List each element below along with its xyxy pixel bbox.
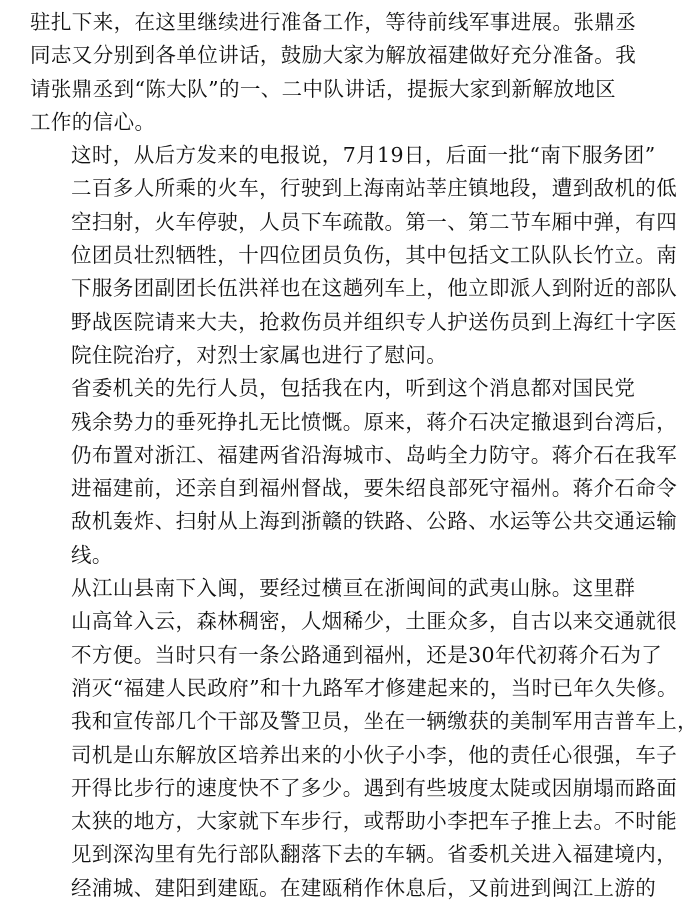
paragraph <box>30 6 637 139</box>
text-line: 位团员壮烈牺牲，十四位团员负伤，其中包括文工队队长竹立。南 <box>71 243 678 268</box>
text-line: 残余势力的垂死挣扎无比愤慨。原来，蒋介石决定撤退到台湾后， <box>71 409 678 434</box>
text-line: 仍布置对浙江、福建两省沿海城市、岛屿全力防守。蒋介石在我军 <box>71 442 678 467</box>
text-line: 下服务团副团长伍洪祥也在这趟列车上，他立即派人到附近的部队 <box>71 276 678 301</box>
text-line: 院住院治疗，对烈士家属也进行了慰问。 <box>71 342 448 367</box>
text-line: 空扫射，火车停驶，人员下车疏散。第一、第二节车厢中弹，有四 <box>71 209 678 234</box>
text-line: 进福建前，还亲自到福州督战，要朱绍良部死守福州。蒋介石命令 <box>71 476 678 501</box>
text-line: 省委机关的先行人员，包括我在内，听到这个消息都对国民党 <box>71 376 636 401</box>
text-line: 敌机轰炸、扫射从上海到浙赣的铁路、公路、水运等公共交通运输 <box>71 509 678 534</box>
text-line: 消灭“福建人民政府”和十九路军才修建起来的，当时已年久失修。 <box>71 675 678 700</box>
body-text <box>30 6 698 905</box>
text-line: 工作的信心。 <box>30 109 156 134</box>
text-line: 野战医院请来大夫，抢救伤员并组织专人护送伤员到上海红十字医 <box>71 309 678 334</box>
text-line: 驻扎下来，在这里继续进行准备工作，等待前线军事进展。张鼎丞 <box>30 10 637 34</box>
paragraph <box>30 139 678 372</box>
text-line: 线。 <box>71 542 113 567</box>
text-line: 见到深沟里有先行部队翻落下去的车辆。省委机关进入福建境内， <box>71 842 678 867</box>
text-line: 太狭的地方，大家就下车步行，或帮助小李把车子推上去。不时能 <box>71 809 678 834</box>
text-line: 同志又分别到各单位讲话，鼓励大家为解放福建做好充分准备。我 <box>30 43 637 68</box>
text-line: 我和宣传部几个干部及警卫员，坐在一辆缴获的美制军用吉普车上， <box>71 709 698 734</box>
text-line: 不方便。当时只有一条公路通到福州，还是30年代初蒋介石为了 <box>71 642 663 667</box>
text-line: 山高耸入云，森林稠密，人烟稀少，土匪众多，自古以来交通就很 <box>71 609 678 634</box>
text-line: 从江山县南下入闽，要经过横亘在浙闽间的武夷山脉。这里群 <box>71 576 636 601</box>
text-line: 司机是山东解放区培养出来的小伙子小李，他的责任心很强，车子 <box>71 742 678 767</box>
text-line: 这时，从后方发来的电报说，7月19日，后面一批“南下服务团” <box>71 143 656 168</box>
text-line: 经浦城、建阳到建瓯。在建瓯稍作休息后，又前进到闽江上游的 <box>71 875 657 900</box>
text-line: 请张鼎丞到“陈大队”的一、二中队讲话，提振大家到新解放地区 <box>30 76 617 101</box>
text-line: 开得比步行的速度快不了多少。遇到有些坡度太陡或因崩塌而路面 <box>71 775 678 800</box>
text-line: 二百多人所乘的火车，行驶到上海南站莘庄镇地段，遭到敌机的低 <box>71 176 678 201</box>
paragraph <box>30 572 698 905</box>
paragraph <box>30 372 678 572</box>
